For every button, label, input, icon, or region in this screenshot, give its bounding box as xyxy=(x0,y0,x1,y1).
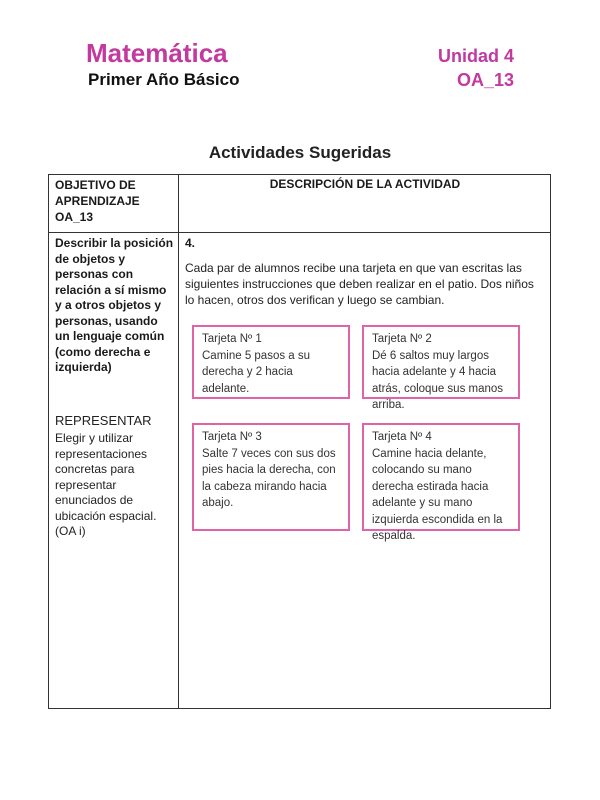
column-divider xyxy=(178,175,179,708)
subject-title: Matemática xyxy=(86,38,228,68)
activity-number: 4. xyxy=(185,236,196,250)
card-text: Camine 5 pasos a su derecha y 2 hacia adelante. xyxy=(202,349,311,395)
skill-title: REPRESENTAR xyxy=(55,413,152,428)
card-2 xyxy=(362,325,520,411)
card-1 xyxy=(192,325,350,399)
card-title: Tarjeta Nº 3 xyxy=(202,431,262,443)
card-text: Salte 7 veces con sus dos pies hacia la derecha, con la cabeza mirando hacia abajo. xyxy=(202,447,336,509)
grade-subtitle: Primer Año Básico xyxy=(88,70,240,89)
objective-description: Describir la posición de objetos y personas con relación a sí mismo y a otros objetos y personas, usando un lenguaje común (como derecha e izquierda) xyxy=(55,236,174,374)
skill-description: Elegir y utilizar representaciones concretas para representar enunciados de ubicación espacial. (OA i) xyxy=(55,431,157,538)
activity-table xyxy=(48,174,551,709)
card-4 xyxy=(362,423,520,542)
unit-label: Unidad 4 xyxy=(437,46,514,66)
card-title: Tarjeta Nº 4 xyxy=(372,431,432,443)
activity-description: Cada par de alumnos recibe una tarjeta en que van escritas las siguientes instrucciones que deben realizar en el patio. Dos niños lo hacen, otros dos verifican y luego se cambian. xyxy=(185,261,534,307)
card-3 xyxy=(192,423,350,531)
card-title: Tarjeta Nº 2 xyxy=(372,333,432,345)
card-text: Camine hacia delante, colocando su mano derecha estirada hacia adelante y su mano izquierda escondida en la espalda. xyxy=(372,447,503,542)
section-title: Actividades Sugeridas xyxy=(208,143,392,162)
description-column-header: DESCRIPCIÓN DE LA ACTIVIDAD xyxy=(269,177,461,191)
objective-column-header: OBJETIVO DE APRENDIZAJE OA_13 xyxy=(55,178,140,224)
card-text: Dé 6 saltos muy largos hacia adelante y 4 hacia atrás, coloque sus manos arriba. xyxy=(372,349,504,411)
oa-label: OA_13 xyxy=(456,70,514,90)
header-divider xyxy=(49,232,550,233)
card-title: Tarjeta Nº 1 xyxy=(202,333,262,345)
